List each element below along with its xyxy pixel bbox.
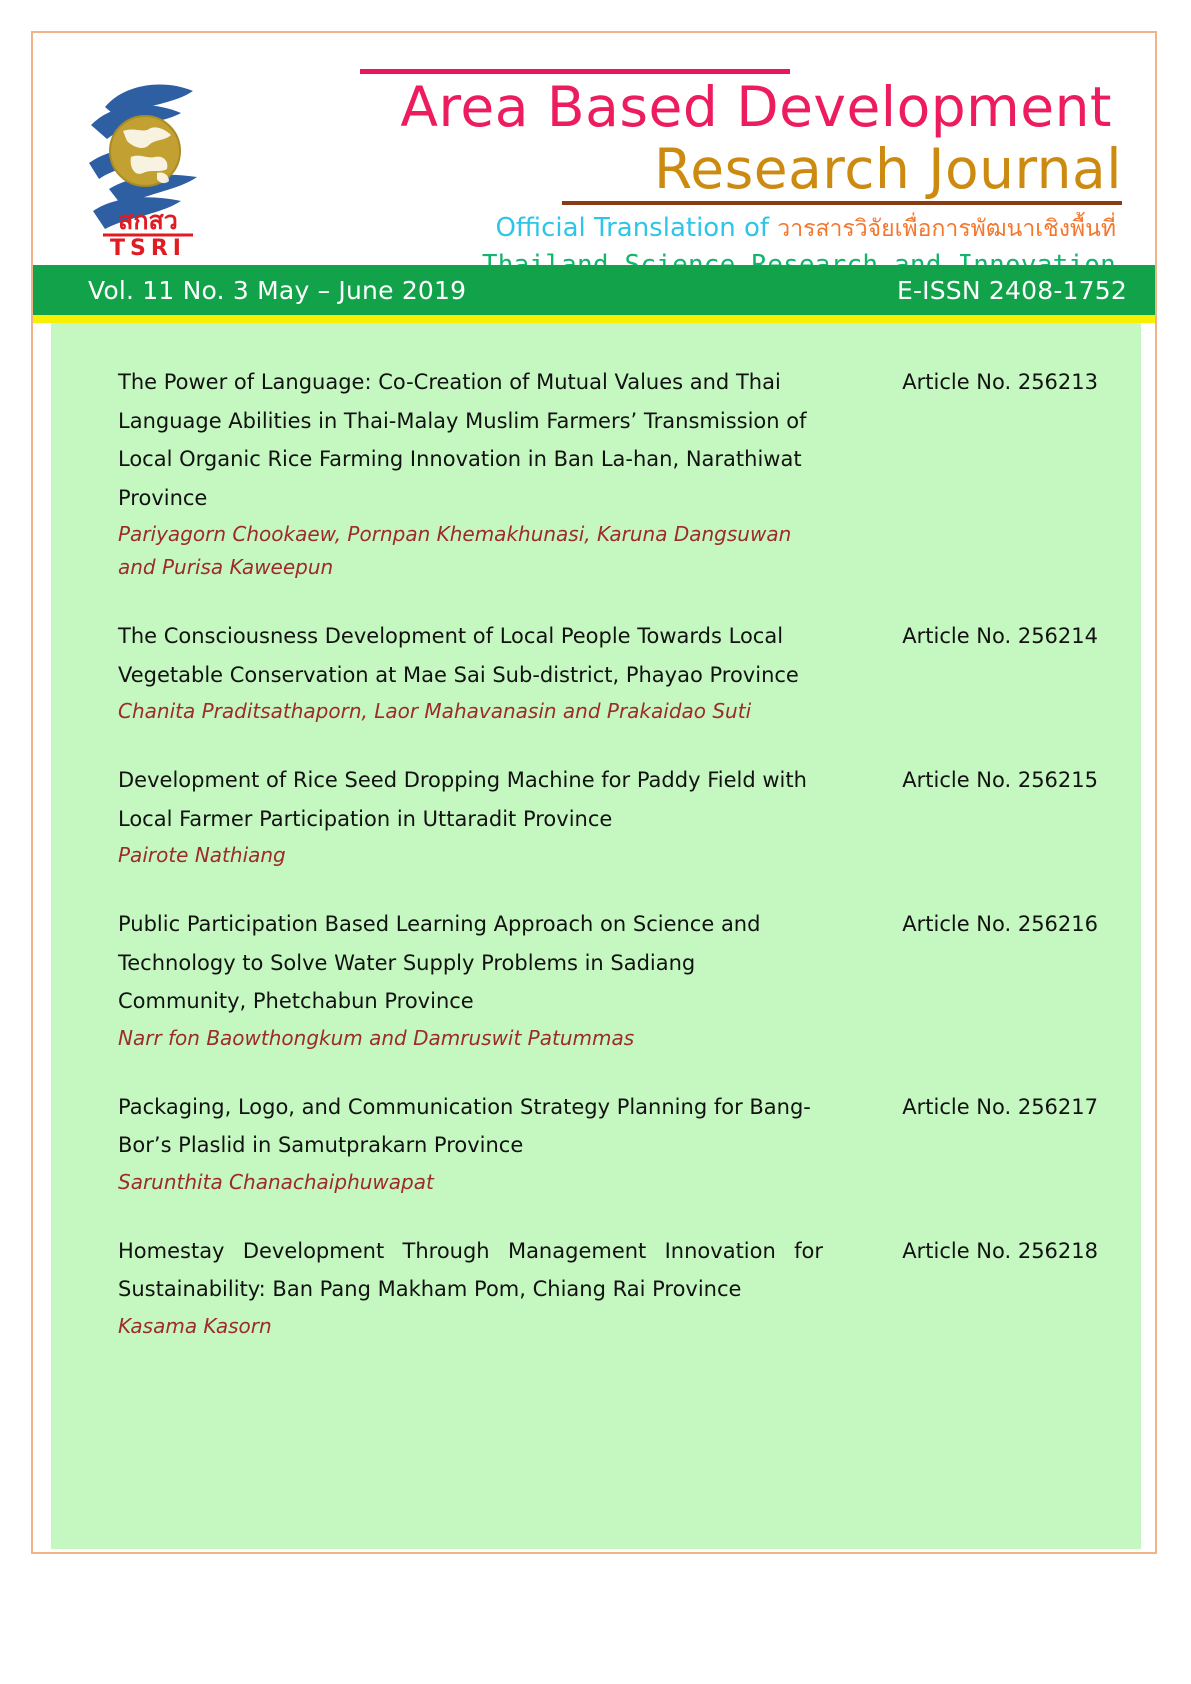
article-number: Article No. 256213 <box>902 370 1098 394</box>
official-translation-line <box>248 212 1128 245</box>
journal-title-line1: Area Based Development <box>400 75 1112 139</box>
toc-entry[interactable] <box>118 1232 1101 1343</box>
issue-issn: E-ISSN 2408-1752 <box>896 275 1127 305</box>
article-title[interactable]: The Consciousness Development of Local People Towards Local Vegetable Conservation at Mae Sai Sub-district, Phayao Province <box>118 624 799 687</box>
table-of-contents <box>51 323 1141 1549</box>
toc-entry-text <box>118 1088 823 1199</box>
article-number: Article No. 256215 <box>902 768 1098 792</box>
toc-entry[interactable] <box>118 617 1101 728</box>
toc-entry[interactable] <box>118 1088 1101 1199</box>
official-translation-label: Official Translation of <box>495 213 770 243</box>
toc-entry[interactable] <box>118 905 1101 1055</box>
thai-journal-name: วารสารวิจัยเพื่อการพัฒนาเชิงพื้นที่ <box>777 216 1116 242</box>
toc-entry-text <box>118 1232 823 1343</box>
journal-cover-page <box>31 31 1157 1554</box>
journal-title-line2: Research Journal <box>654 137 1122 201</box>
logo-latin-acronym: TSRI <box>110 236 186 261</box>
toc-entry-text <box>118 363 823 584</box>
title-bottom-rule <box>562 201 1122 205</box>
article-authors: Pariyagorn Chookaew, Pornpan Khemakhunasi, Karuna Dangsuwan and Purisa Kaweepun <box>118 522 792 579</box>
toc-entry[interactable] <box>118 761 1101 872</box>
journal-title-block <box>248 69 1128 281</box>
toc-entry-text <box>118 905 823 1055</box>
tsri-logo <box>73 61 223 261</box>
article-authors: Pairote Nathiang <box>118 843 286 867</box>
article-authors: Kasama Kasorn <box>118 1313 272 1338</box>
article-number: Article No. 256218 <box>902 1238 1098 1263</box>
article-title[interactable]: Packaging, Logo, and Communication Strategy Planning for Bang-Bor’s Plaslid in Samutprakarn Province <box>118 1094 811 1157</box>
article-authors: Narr fon Baowthongkum and Damruswit Patummas <box>118 1025 635 1050</box>
toc-entry-text <box>118 761 823 872</box>
article-title[interactable]: Public Participation Based Learning Approach on Science and Technology to Solve Water Supply Problems in Sadiang Community, Phetchabun Province <box>118 912 761 1013</box>
article-title[interactable]: Homestay Development Through Management Innovation for Sustainability: Ban Pang Makham Pom, Chiang Rai Province <box>118 1238 823 1301</box>
issue-volume: Vol. 11 No. 3 May – June 2019 <box>88 275 467 305</box>
issue-bar <box>33 265 1155 315</box>
logo-thai-acronym: สกสว <box>118 206 178 235</box>
article-title[interactable]: The Power of Language: Co-Creation of Mutual Values and Thai Language Abilities in Thai-Malay Muslim Farmers’ Transmission of Local Organic Rice Farming Innovation in Ban La-han, Narathiwat Province <box>118 370 807 510</box>
article-number: Article No. 256217 <box>902 1094 1098 1119</box>
toc-entry-text <box>118 617 823 728</box>
toc-entry[interactable] <box>118 363 1101 584</box>
article-number: Article No. 256214 <box>902 624 1098 648</box>
article-title[interactable]: Development of Rice Seed Dropping Machine for Paddy Field with Local Farmer Participation in Uttaradit Province <box>118 768 807 831</box>
yellow-divider <box>33 315 1155 323</box>
article-authors: Sarunthita Chanachaiphuwapat <box>118 1169 434 1194</box>
title-top-rule <box>360 69 790 74</box>
article-authors: Chanita Praditsathaporn, Laor Mahavanasin and Prakaidao Suti <box>118 699 752 723</box>
tsri-logo-graphic <box>73 61 223 261</box>
article-number: Article No. 256216 <box>902 912 1098 936</box>
masthead <box>33 33 1155 265</box>
